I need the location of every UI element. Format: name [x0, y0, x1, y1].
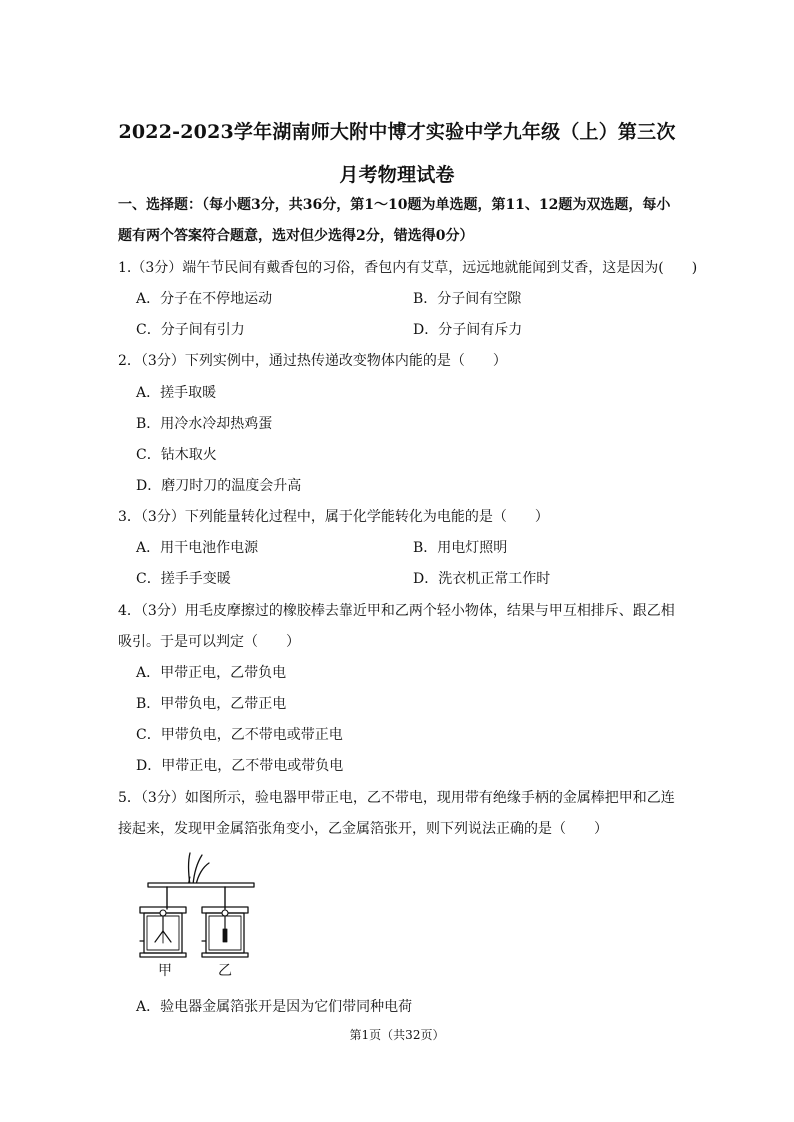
- question-2-option-c: C．钻木取火: [136, 447, 217, 463]
- section-header: 一、选择题：（每小题3分，共36分，第1～10题为单选题，第11、12题为双选题，每小题有两个答案符合题意，选对但少选得2分，错选得0分）: [118, 197, 671, 244]
- question-3-option-d: D．洗衣机正常工作时: [413, 571, 551, 587]
- question-4-option-c: C．甲带负电，乙不带电或带正电: [136, 727, 343, 743]
- question-1-option-c: C．分子间有引力: [136, 322, 245, 338]
- question-5-stem-line-1: 5．（3分）如图所示，验电器甲带正电，乙不带电，现用带有绝缘手柄的金属棒把甲和乙连: [118, 790, 675, 806]
- question-1-option-b: B．分子间有空隙: [413, 291, 522, 307]
- question-4-stem-line-1: 4．（3分）用毛皮摩擦过的橡胶棒去靠近甲和乙两个轻小物体，结果与甲互相排斥、跟乙相: [118, 603, 675, 619]
- question-3-option-c: C．搓手手变暖: [136, 571, 231, 587]
- question-2-option-a: A．搓手取暖: [136, 385, 217, 401]
- question-2-option-d: D．磨刀时刀的温度会升高: [136, 478, 302, 494]
- question-4-option-a: A．甲带正电，乙带负电: [136, 665, 287, 681]
- question-3-option-b: B．用电灯照明: [413, 540, 508, 556]
- page-footer: 第1页（共32页）: [349, 1028, 445, 1042]
- figure-label-jia: 甲: [158, 963, 172, 979]
- question-3-stem: 3．（3分）下列能量转化过程中，属于化学能转化为电能的是（ ）: [118, 509, 549, 525]
- question-2-stem: 2．（3分）下列实例中，通过热传递改变物体内能的是（ ）: [118, 353, 507, 369]
- question-5-option-a: A．验电器金属箔张开是因为它们带同种电荷: [136, 999, 413, 1015]
- question-1-option-d: D．分子间有斥力: [413, 322, 523, 338]
- question-4-stem-line-2: 吸引。于是可以判定（ ）: [118, 634, 300, 650]
- question-2-option-b: B．用冷水冷却热鸡蛋: [136, 416, 273, 432]
- figure-label-yi: 乙: [218, 963, 232, 979]
- question-3-option-a: A．用干电池作电源: [136, 540, 259, 556]
- exam-title-line-1: 2022-2023学年湖南师大附中博才实验中学九年级（上）第三次: [118, 121, 676, 143]
- electroscope-figure: [132, 849, 264, 981]
- question-4-option-d: D．甲带正电，乙不带电或带负电: [136, 758, 344, 774]
- question-1-option-a: A．分子在不停地运动: [136, 291, 273, 307]
- question-5-stem-line-2: 接起来，发现甲金属箔张角变小，乙金属箔张开，则下列说法正确的是（ ）: [118, 821, 608, 837]
- exam-title-line-2: 月考物理试卷: [339, 164, 455, 186]
- question-4-option-b: B．甲带负电，乙带正电: [136, 696, 287, 712]
- question-1-stem: 1.（3分）端午节民间有戴香包的习俗，香包内有艾草，远远地就能闻到艾香，这是因为( ): [118, 260, 698, 276]
